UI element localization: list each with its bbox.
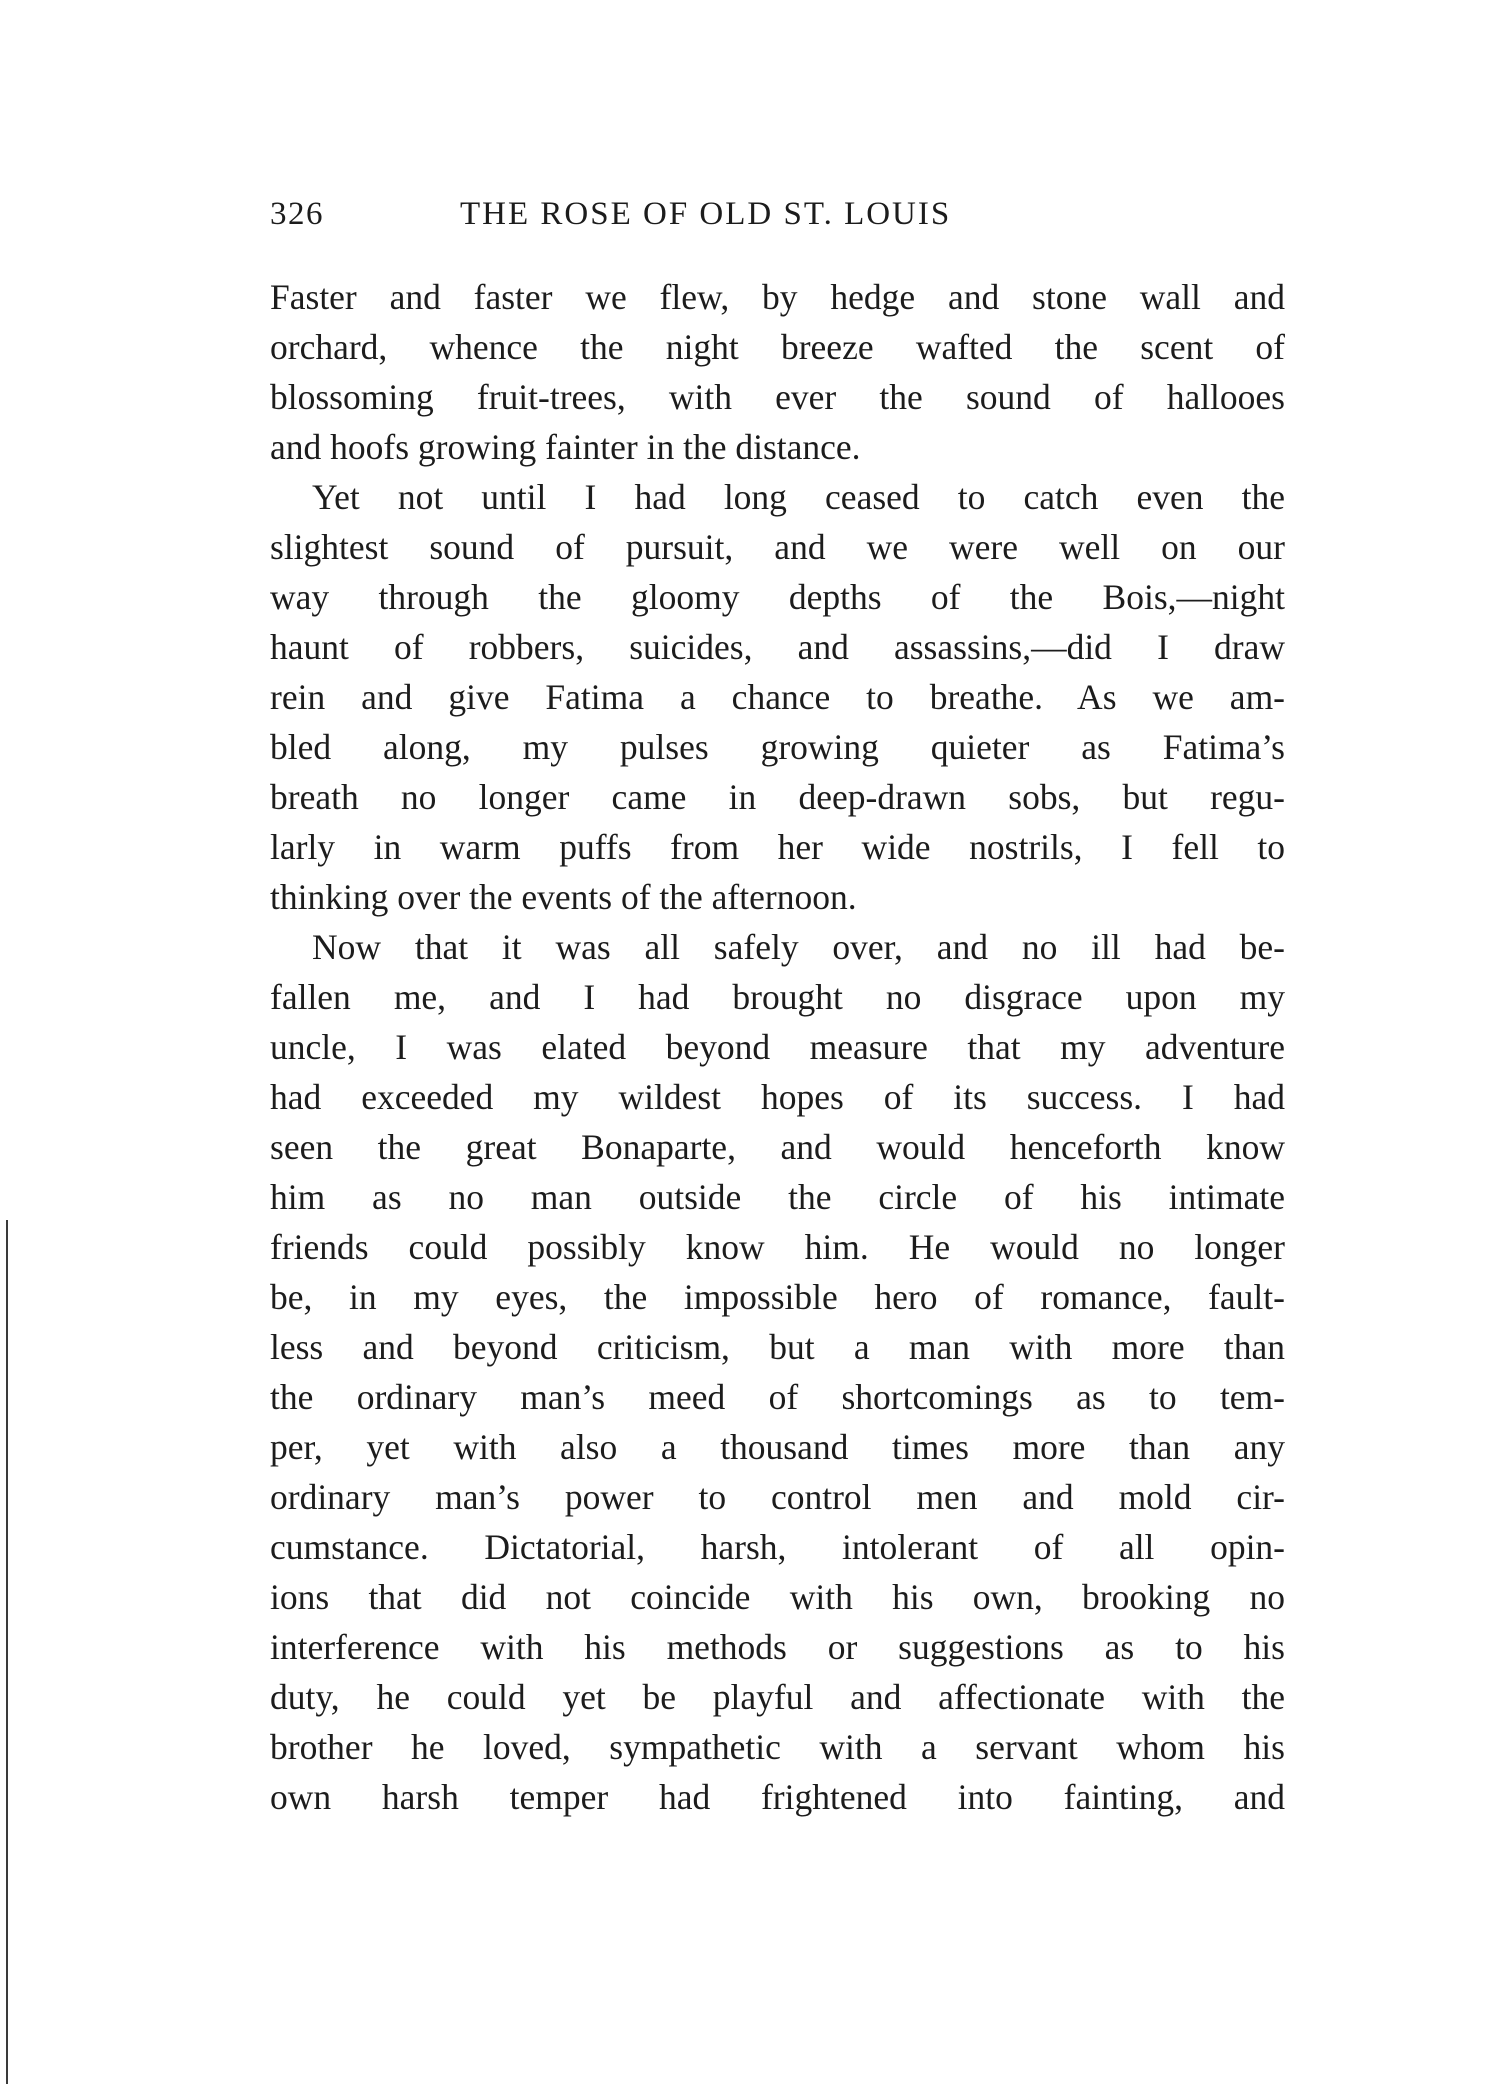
text-line: own harsh temper had frightened into fainting, and bbox=[270, 1777, 1285, 1817]
text-line: had exceeded my wildest hopes of its success. I had bbox=[270, 1077, 1285, 1117]
text-line: orchard, whence the night breeze wafted the scent of bbox=[270, 327, 1285, 367]
text-line: breath no longer came in deep-drawn sobs, but regu- bbox=[270, 777, 1285, 817]
text-line: slightest sound of pursuit, and we were well on our bbox=[270, 527, 1285, 567]
text-line: him as no man outside the circle of his intimate bbox=[270, 1177, 1285, 1217]
text-line: bled along, my pulses growing quieter as Fatima’s bbox=[270, 727, 1285, 767]
binding-edge-line bbox=[6, 1220, 8, 2084]
text-line: brother he loved, sympathetic with a servant whom his bbox=[270, 1727, 1285, 1767]
text-line: interference with his methods or suggestions as to his bbox=[270, 1627, 1285, 1667]
text-line: Yet not until I had long ceased to catch even the bbox=[312, 477, 1285, 517]
running-head bbox=[270, 196, 1285, 246]
text-line: less and beyond criticism, but a man with more than bbox=[270, 1327, 1285, 1367]
text-line: seen the great Bonaparte, and would henceforth know bbox=[270, 1127, 1285, 1167]
text-line: blossoming fruit-trees, with ever the sound of hallooes bbox=[270, 377, 1285, 417]
text-line: rein and give Fatima a chance to breathe. As we am- bbox=[270, 677, 1285, 717]
text-line: duty, he could yet be playful and affectionate with the bbox=[270, 1677, 1285, 1717]
text-line: ions that did not coincide with his own, brooking no bbox=[270, 1577, 1285, 1617]
text-line: the ordinary man’s meed of shortcomings as to tem- bbox=[270, 1377, 1285, 1417]
text-line: way through the gloomy depths of the Bois,—night bbox=[270, 577, 1285, 617]
text-line: and hoofs growing fainter in the distance. bbox=[270, 427, 861, 467]
text-line: per, yet with also a thousand times more than any bbox=[270, 1427, 1285, 1467]
book-title: THE ROSE OF OLD ST. LOUIS bbox=[460, 196, 952, 232]
text-line: ordinary man’s power to control men and mold cir- bbox=[270, 1477, 1285, 1517]
text-line: Faster and faster we flew, by hedge and stone wall and bbox=[270, 277, 1285, 317]
body-text bbox=[270, 272, 1285, 1822]
page-number: 326 bbox=[270, 196, 324, 232]
text-line: thinking over the events of the afternoon. bbox=[270, 877, 857, 917]
text-line: cumstance. Dictatorial, harsh, intolerant of all opin- bbox=[270, 1527, 1285, 1567]
text-line: be, in my eyes, the impossible hero of romance, fault- bbox=[270, 1277, 1285, 1317]
text-line: friends could possibly know him. He would no longer bbox=[270, 1227, 1285, 1267]
text-line: Now that it was all safely over, and no ill had be- bbox=[312, 927, 1285, 967]
text-line: uncle, I was elated beyond measure that my adventure bbox=[270, 1027, 1285, 1067]
text-line: haunt of robbers, suicides, and assassins,—did I draw bbox=[270, 627, 1285, 667]
text-line: fallen me, and I had brought no disgrace upon my bbox=[270, 977, 1285, 1017]
text-line: larly in warm puffs from her wide nostrils, I fell to bbox=[270, 827, 1285, 867]
